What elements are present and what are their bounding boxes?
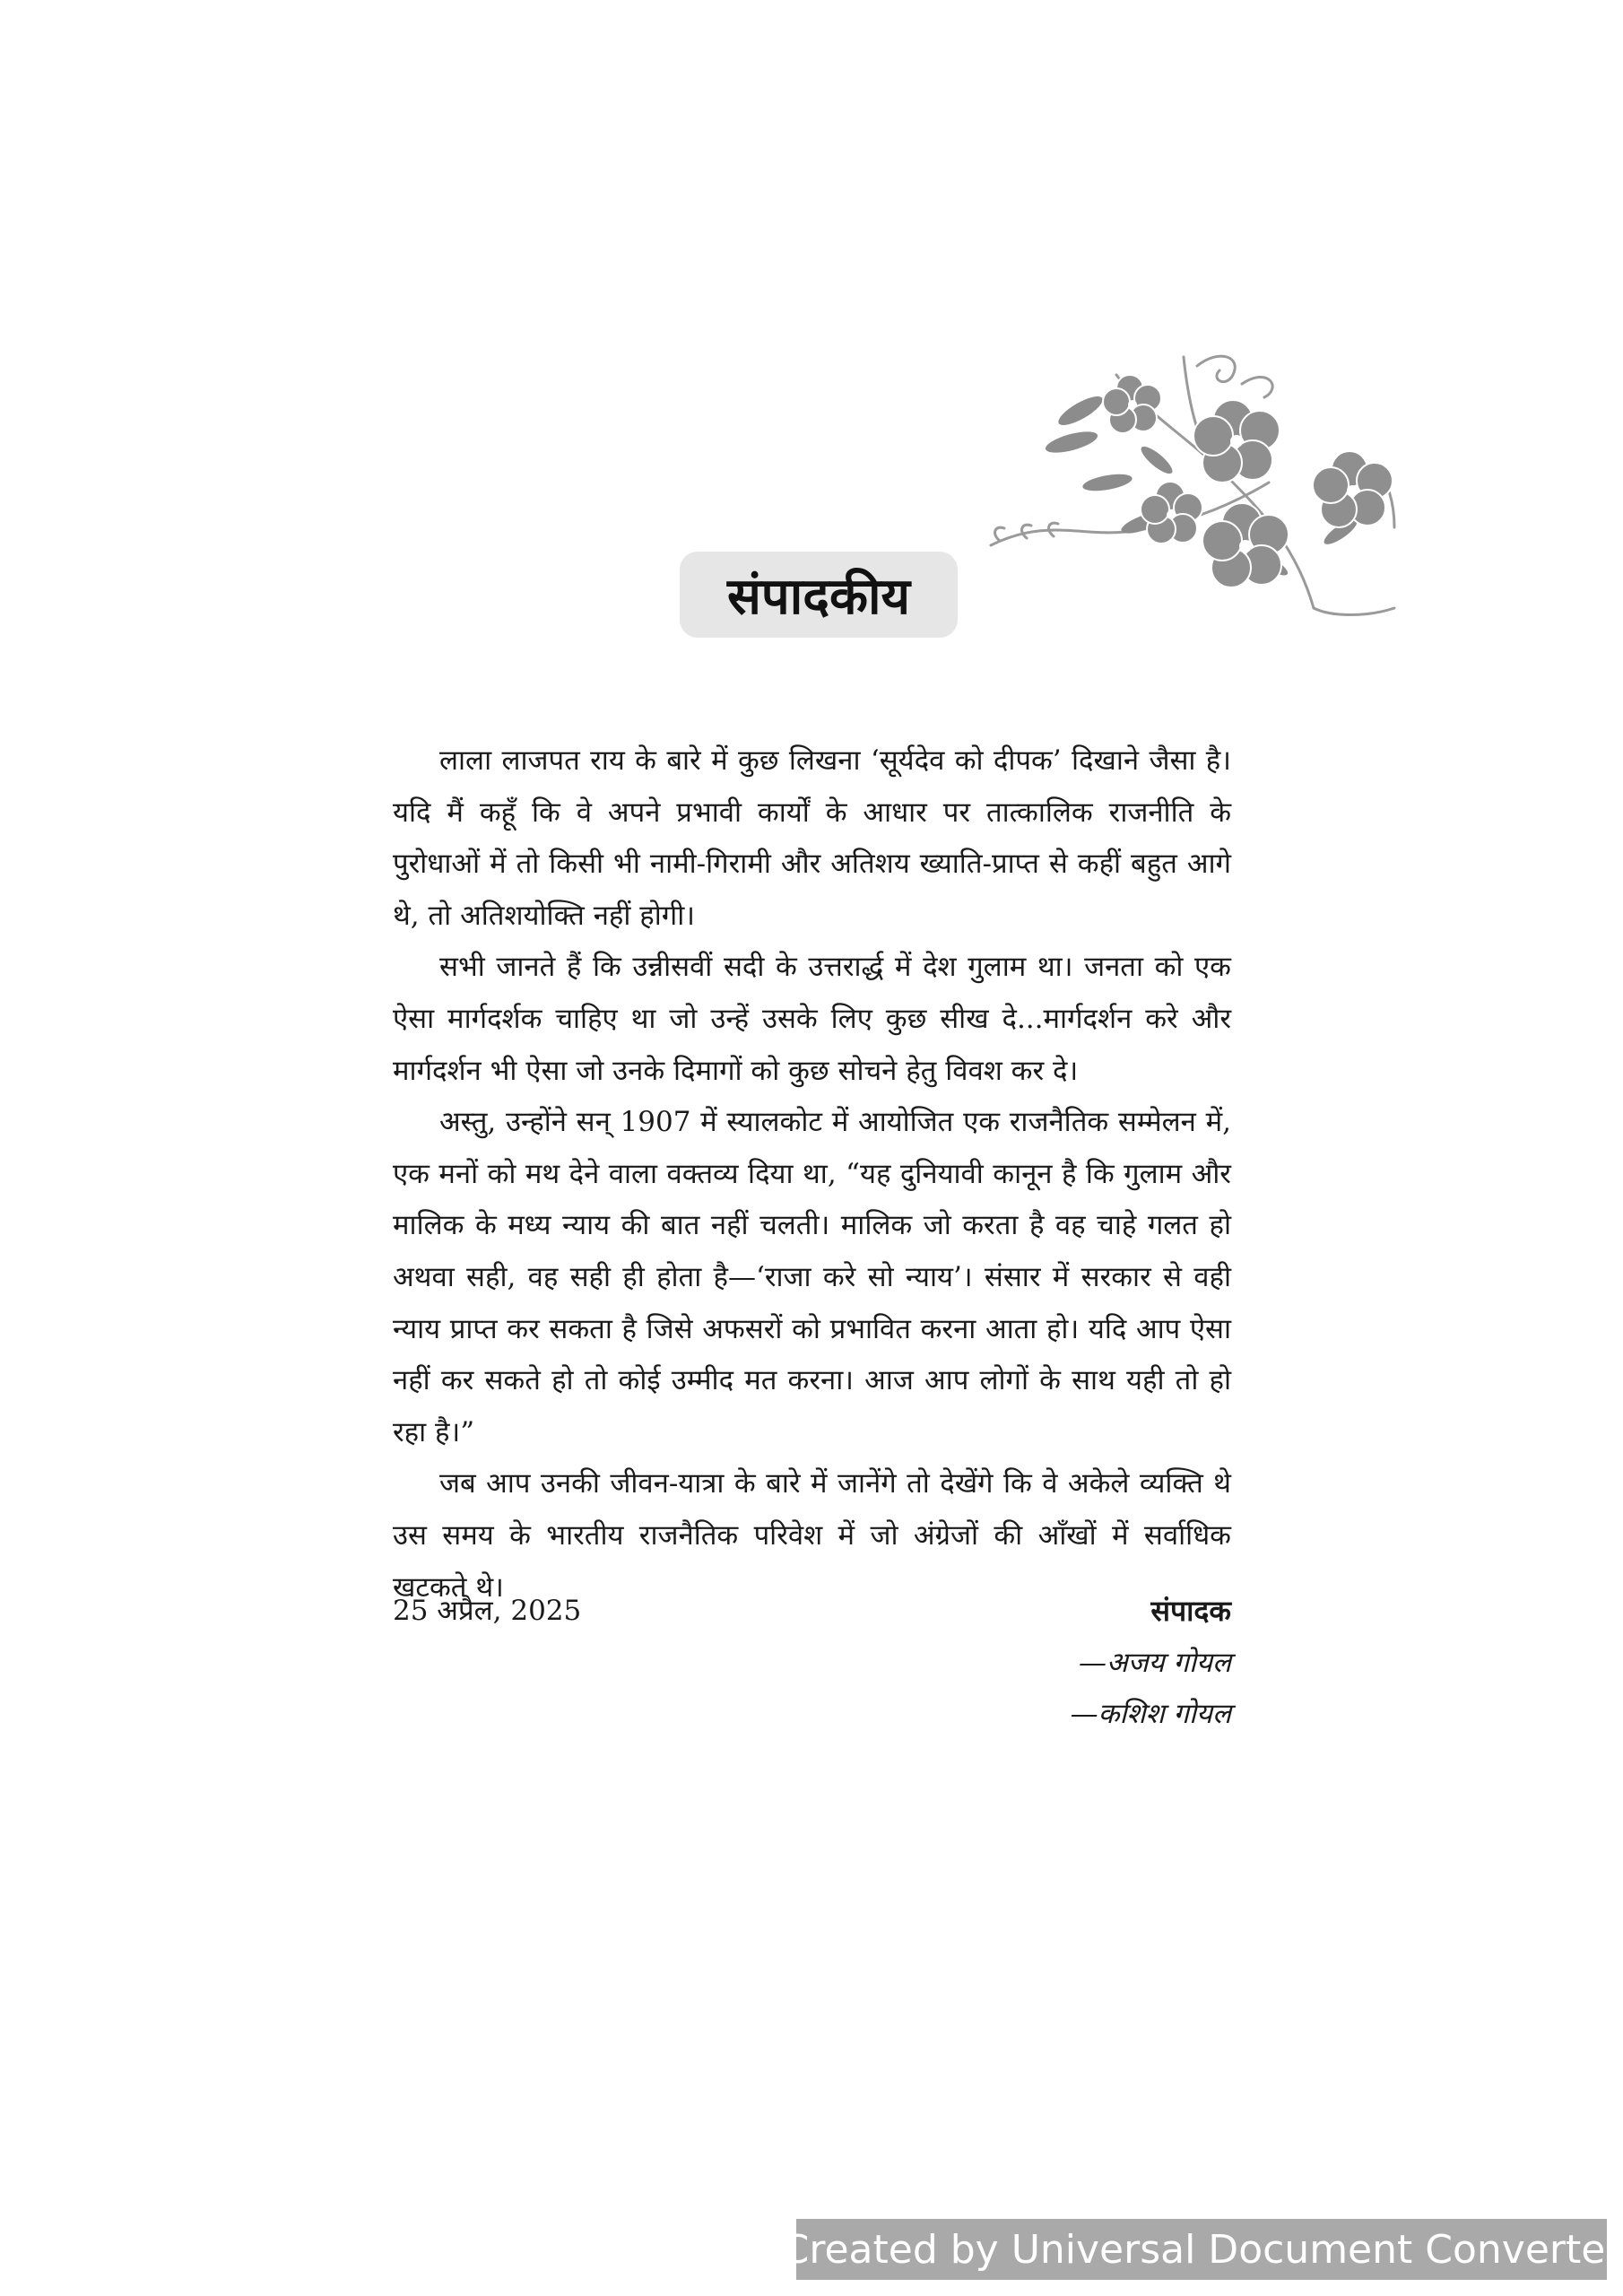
footer-row (393, 1586, 1231, 1731)
signature-name-1: —अजय गोयल (1079, 1646, 1231, 1679)
signature-block (1071, 1586, 1231, 1741)
watermark-text: Created by Universal Document Converter (781, 2226, 1622, 2273)
date: 25 अप्रैल, 2025 (393, 1595, 582, 1627)
watermark (781, 2219, 1622, 2280)
paragraph-1: लाला लाजपत राय के बारे में कुछ लिखना ‘सूर्यदेव को दीपक’ दिखाने जैसा है। यदि मैं कहूँ कि वे अपने प्रभावी कार्यों के आधार पर तात्कालिक राजनीति के पुरोधाओं में तो किसी भी नामी-गिरामी और अतिशय ख्याति-प्राप्त से कहीं बहुत आगे थे, तो अतिशयोक्ति नहीं होगी। (393, 744, 1231, 932)
page-title: संपादकीय (727, 568, 910, 626)
paragraph-4: जब आप उनकी जीवन-यात्रा के बारे में जानेंगे तो देखेंगे कि वे अकेले व्यक्ति थे उस समय के भारतीय राजनैतिक परिवेश में जो अंग्रेजों की आँखों में सर्वाधिक खटकते थे। (393, 1467, 1231, 1604)
floral-ornament-icon (973, 339, 1403, 626)
title-box (680, 552, 958, 638)
editorial-body (393, 735, 1231, 1613)
signature-name-2: —कशिश गोयल (1070, 1698, 1231, 1731)
signature-title: संपादक (1150, 1594, 1231, 1628)
paragraph-3: अस्तु, उन्होंने सन् 1907 में स्यालकोट में आयोजित एक राजनैतिक सम्मेलन में, एक मनों को मथ देने वाला वक्तव्य दिया था, “यह दुनियावी कानून है कि गुलाम और मालिक के मध्य न्याय की बात नहीं चलती। मालिक जो करता है वह चाहे गलत हो अथवा सही, वह सही ही होता है—‘राजा करे सो न्याय’। संसार में सरकार से वही न्याय प्राप्त कर सकता है जिसे अफसरों को प्रभावित करना आता हो। यदि आप ऐसा नहीं कर सकते हो तो कोई उम्मीद मत करना। आज आप लोगों के साथ यही तो हो रहा है।” (393, 1106, 1231, 1448)
paragraph-2: सभी जानते हैं कि उन्नीसवीं सदी के उत्तरार्द्ध में देश गुलाम था। जनता को एक ऐसा मार्गदर्शक चाहिए था जो उन्हें उसके लिए कुछ सीख दे...मार्गदर्शन करे और मार्गदर्शन भी ऐसा जो उनके दिमागों को कुछ सोचने हेतु विवश कर दे। (393, 951, 1231, 1087)
